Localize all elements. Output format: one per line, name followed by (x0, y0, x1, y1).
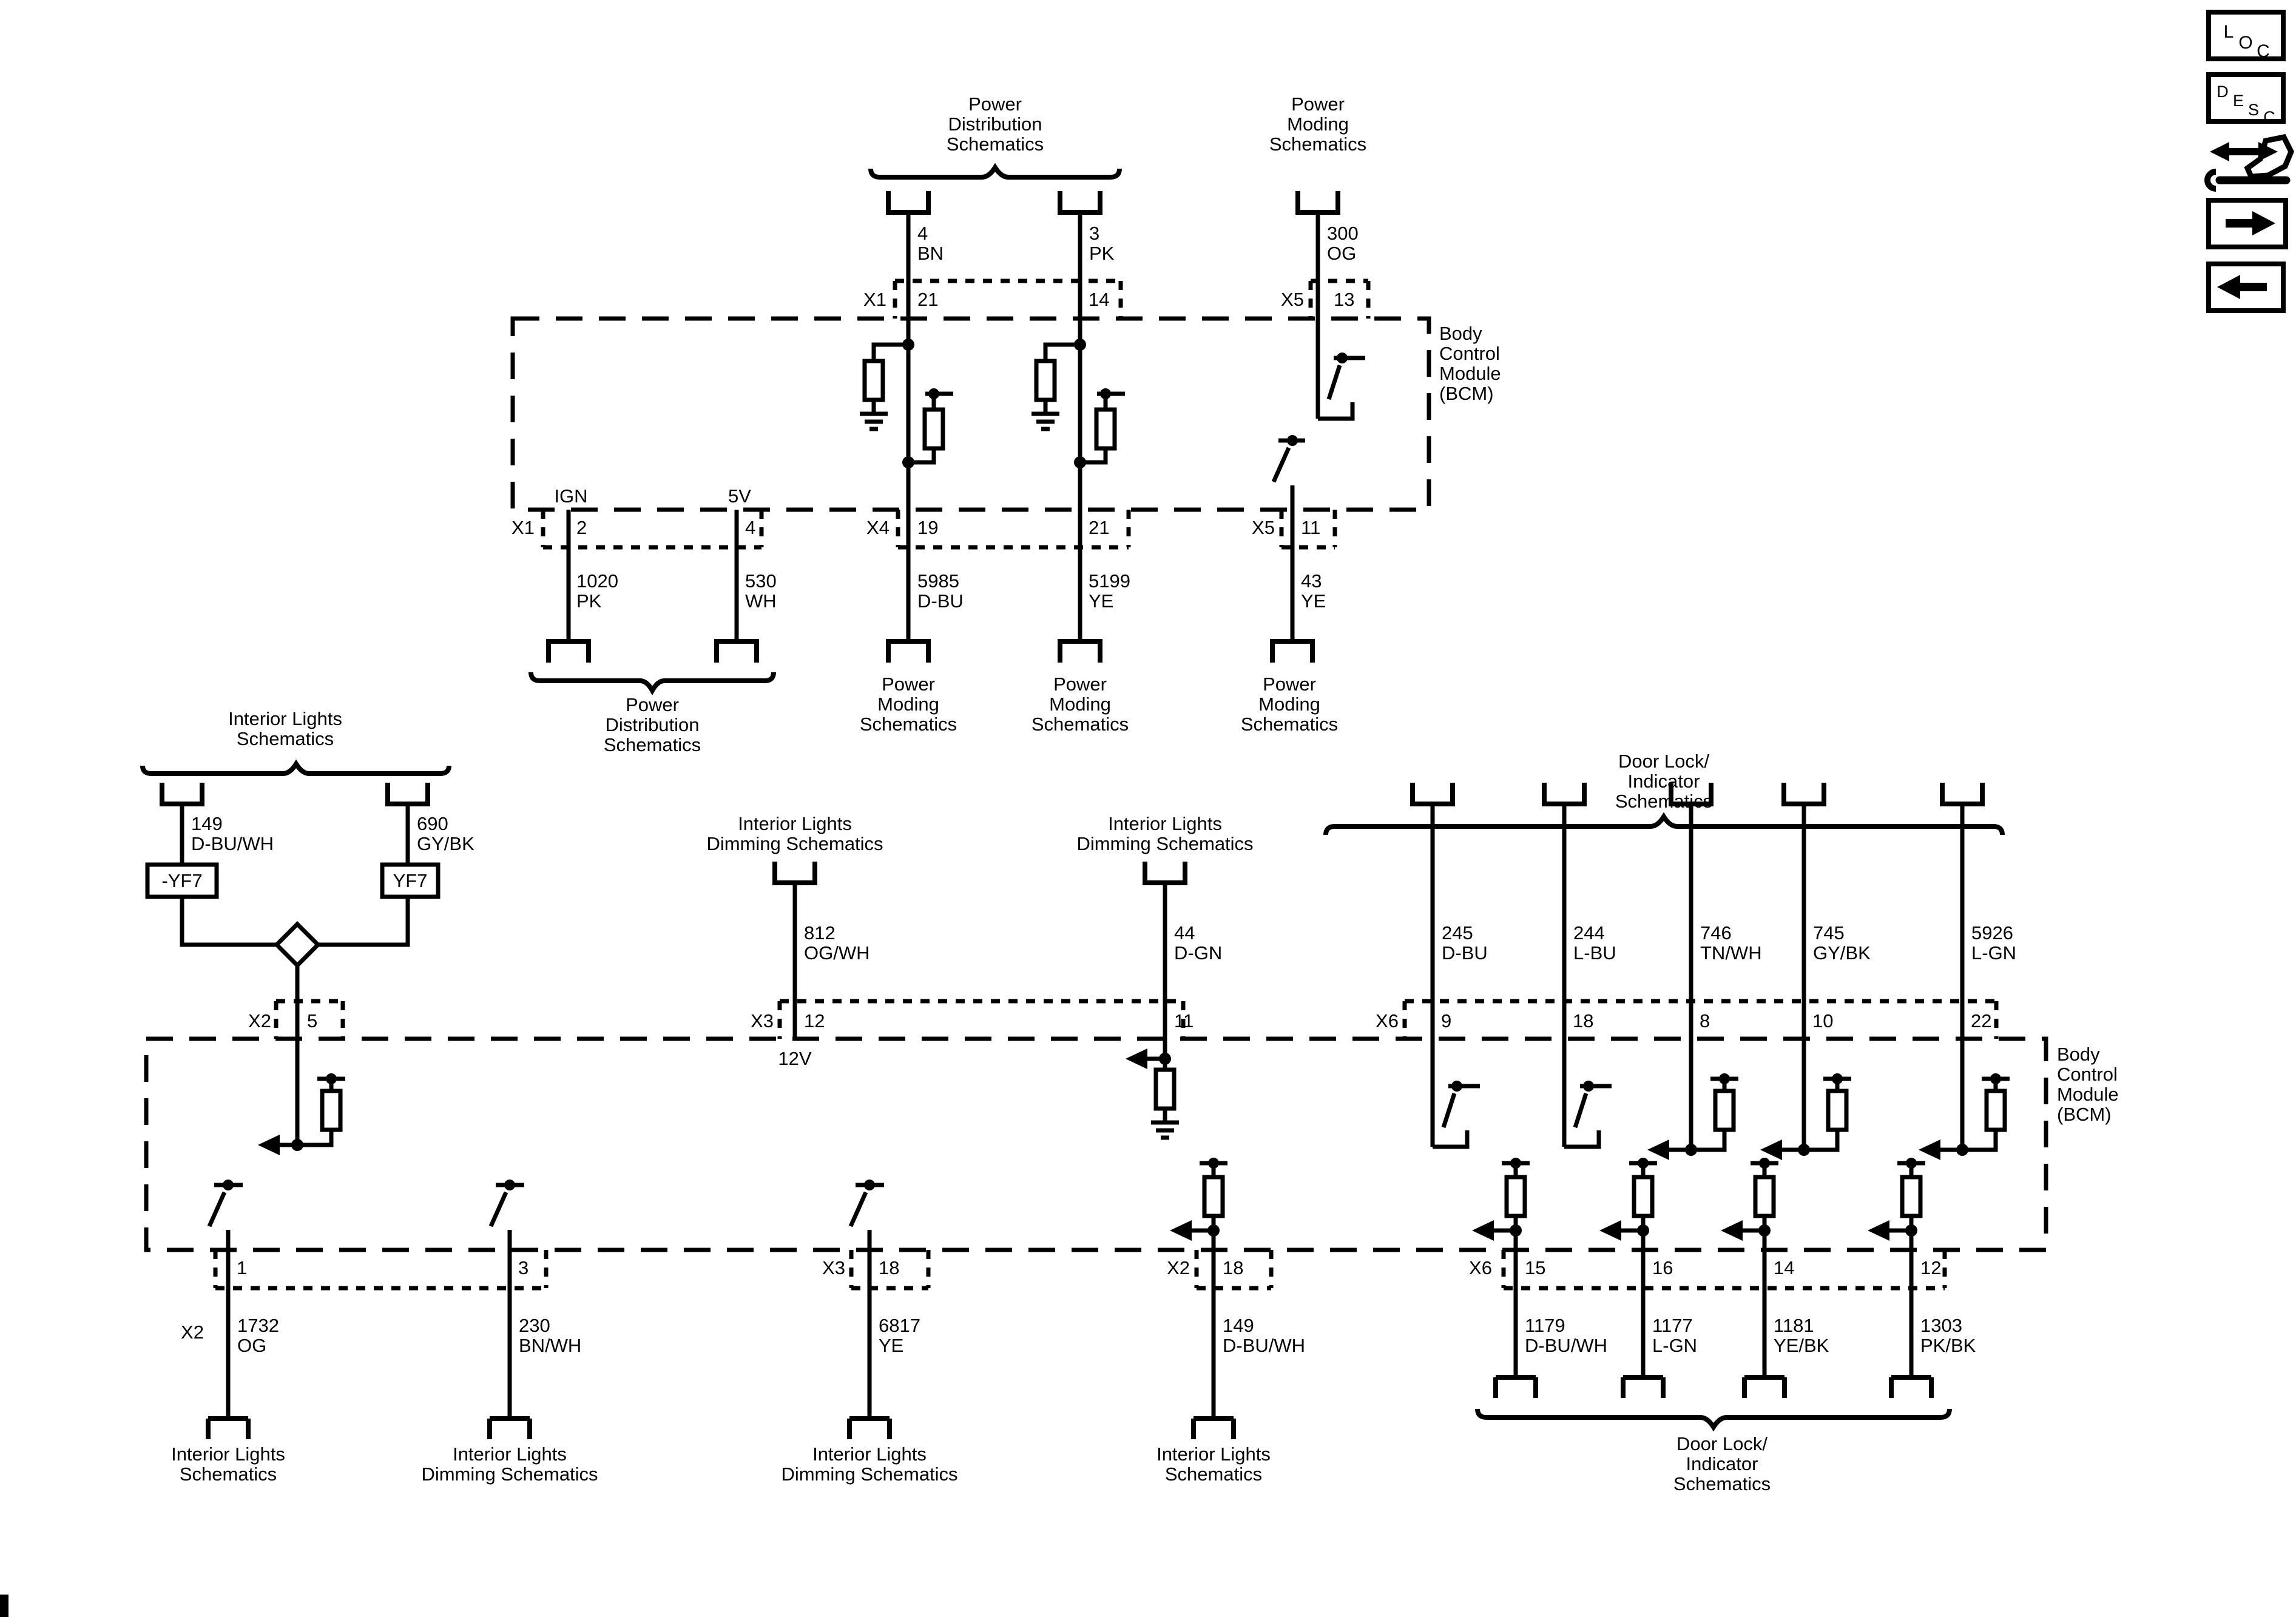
offpage-terminal-icon (1623, 1377, 1663, 1398)
offpage-terminal-icon (1942, 783, 1982, 804)
offpage-terminal-icon (1272, 641, 1312, 663)
connector-name-x3: X3 (822, 1257, 845, 1278)
loc-letter: L (2223, 22, 2234, 42)
vehicle-service-icon[interactable] (2207, 137, 2291, 189)
switch-icon (1274, 448, 1289, 482)
offpage-terminal-icon (162, 783, 202, 804)
resistor-icon (1507, 1177, 1525, 1216)
switch-icon (1575, 1093, 1586, 1127)
offpage-terminal-icon (208, 1419, 248, 1439)
pin-4: 4 (745, 517, 756, 538)
pin-18: 18 (1223, 1257, 1244, 1278)
pullup-resistor-icon (1962, 1073, 2010, 1150)
resistor-icon (865, 361, 883, 400)
offpage-terminal-icon (849, 1419, 890, 1439)
interior-lights-title: Interior Lights Schematics (228, 708, 342, 749)
wire (318, 897, 408, 945)
wire-label-3-pk: 3 PK (1089, 223, 1115, 264)
pin-22: 22 (1971, 1010, 1992, 1031)
signal-arrow-icon (1126, 1048, 1147, 1069)
offpage-terminal-icon (1060, 191, 1100, 212)
bcm-internal-circuit-x6-14 (1721, 1158, 1778, 1377)
splice-label-neg-yf7: -YF7 (161, 870, 203, 891)
wire-label-1303: 1303 PK/BK (1920, 1315, 1976, 1356)
wire-label-5926: 5926 L-GN (1971, 922, 2017, 964)
pin-11: 11 (1174, 1010, 1194, 1031)
wire-label-1020-pk: 1020 PK (576, 570, 618, 612)
power-moding-dest-label: Power Moding Schematics (859, 673, 957, 735)
interior-lights-dest-label: Interior Lights Schematics (1156, 1443, 1271, 1485)
wire (182, 897, 278, 945)
dimming-title: Interior Lights Dimming Schematics (706, 813, 883, 854)
bcm-label-top: Body Control Module (BCM) (1439, 323, 1501, 404)
connector-name-x2: X2 (248, 1010, 271, 1031)
power-distribution-dest-label: Power Distribution Schematics (603, 694, 701, 755)
pin-18: 18 (1573, 1010, 1594, 1031)
dimming-dest-label: Interior Lights Dimming Schematics (421, 1443, 598, 1485)
brace-icon (143, 764, 449, 774)
pin-21: 21 (917, 289, 939, 310)
wire-label-690: 690 GY/BK (417, 813, 474, 854)
bcm-internal-circuit-x6-16 (1599, 1158, 1657, 1377)
back-arrow-button[interactable] (2209, 264, 2283, 311)
desc-letter: C (2263, 108, 2275, 126)
wire-label-44: 44 D-GN (1174, 922, 1223, 964)
power-moding-title: Power Moding Schematics (1269, 93, 1367, 155)
bcm-internal-circuit-x6-12 (1868, 1158, 1925, 1377)
label-ign: IGN (554, 485, 588, 507)
switch-icon (851, 1192, 866, 1226)
connector-x3-bottom (822, 1250, 928, 1288)
loc-letter: O (2238, 33, 2253, 53)
connector-x2-bottom-right (1167, 1250, 1271, 1288)
pin-2: 2 (576, 517, 587, 538)
signal-arrow-icon (1760, 1139, 1782, 1160)
power-distribution-source-group (871, 93, 1119, 212)
door-lock-source-group (1326, 751, 2002, 835)
resistor-icon (1755, 1177, 1774, 1216)
offpage-terminal-icon (1544, 783, 1584, 804)
brace-icon (1326, 817, 2002, 835)
bcm-outline-bottom (146, 1039, 2046, 1250)
pin-8: 8 (1700, 1010, 1710, 1031)
bcm-internal-switch-18 (1564, 1039, 1612, 1147)
wire-label-1179: 1179 D-BU/WH (1525, 1315, 1608, 1356)
power-moding-source-group (1269, 93, 1366, 212)
wire-label-245: 245 D-BU (1442, 922, 1488, 964)
pin-14: 14 (1774, 1257, 1795, 1278)
bcm-internal-switch-x3-18 (851, 1180, 884, 1419)
pin-18: 18 (879, 1257, 900, 1278)
switch-icon (209, 1192, 225, 1226)
splice-label-yf7: YF7 (393, 870, 428, 891)
signal-arrow-icon (1472, 1220, 1494, 1241)
pin-12: 12 (1920, 1257, 1942, 1278)
wire-label-5199-ye: 5199 YE (1089, 570, 1130, 612)
offpage-terminal-icon (549, 641, 589, 663)
signal-arrow-icon (1919, 1139, 1940, 1160)
wire-label-149: 149 D-BU/WH (191, 813, 274, 854)
door-lock-dest-label: Door Lock/ Indicator Schematics (1673, 1433, 1771, 1494)
bcm-internal-switch-out3 (491, 1180, 524, 1419)
wire-label-1177: 1177 L-GN (1652, 1315, 1698, 1356)
switch-icon (491, 1192, 506, 1226)
connector-name-x1: X1 (512, 517, 535, 538)
bcm-internal-circuit-8 (1647, 1039, 1738, 1160)
brace-icon (871, 167, 1119, 177)
pin-9: 9 (1441, 1010, 1452, 1031)
desc-letter: D (2217, 83, 2229, 101)
wire-label-530-wh: 530 WH (745, 570, 777, 612)
connector-x3-top (751, 1001, 1194, 1039)
interior-lights-dest-label: Interior Lights Schematics (171, 1443, 285, 1485)
brace-icon (531, 672, 774, 690)
resistor-icon (1634, 1177, 1652, 1216)
desc-button[interactable] (2209, 75, 2283, 126)
offpage-terminal-icon (1891, 1377, 1931, 1398)
bcm-internal-switch-13 (1318, 353, 1365, 419)
bcm-internal-circuit-x2-5 (258, 1039, 345, 1155)
offpage-terminal-icon (717, 641, 757, 663)
connector-name-x6: X6 (1376, 1010, 1399, 1031)
loc-button[interactable] (2209, 12, 2283, 61)
switch-icon (1329, 365, 1340, 399)
ground-icon (1032, 414, 1059, 429)
pin-21: 21 (1089, 517, 1110, 538)
switch-icon (1443, 1093, 1454, 1127)
pin-16: 16 (1652, 1257, 1673, 1278)
wire-label-244: 244 L-BU (1573, 922, 1616, 964)
wire-label-746: 746 TN/WH (1700, 922, 1762, 964)
desc-letter: S (2247, 101, 2260, 119)
wire-label-1181: 1181 YE/BK (1774, 1315, 1829, 1356)
pin-13: 13 (1334, 289, 1355, 310)
signal-arrow-icon (1647, 1139, 1669, 1160)
wire-label-812: 812 OG/WH (804, 922, 870, 964)
connector-name-x5: X5 (1252, 517, 1275, 538)
dimming-dest-label: Interior Lights Dimming Schematics (781, 1443, 958, 1485)
pin-12: 12 (804, 1010, 825, 1031)
offpage-terminal-icon (888, 191, 928, 212)
bcm-label-bottom: Body Control Module (BCM) (2057, 1044, 2119, 1125)
dimming-source-2 (1076, 813, 1253, 883)
bcm-outline-top (513, 319, 1429, 510)
resistor-icon (1036, 361, 1055, 400)
offpage-terminal-icon (1413, 783, 1453, 804)
connector-name-x2: X2 (1167, 1257, 1190, 1278)
pin-14: 14 (1089, 289, 1110, 310)
connector-x2-bottom-left (181, 1250, 546, 1343)
brace-icon (1477, 1409, 1950, 1427)
wire-label-300-og: 300 OG (1327, 223, 1359, 264)
label-5v: 5V (728, 485, 751, 507)
pin-19: 19 (917, 517, 939, 538)
bcm-internal-circuit-10 (1760, 1039, 1851, 1160)
bcm-internal-circuit-11 (1126, 1048, 1179, 1138)
power-moding-dest-label: Power Moding Schematics (1031, 673, 1129, 735)
splice-diamond-icon (277, 924, 318, 965)
power-distribution-title: Power Distribution Schematics (946, 93, 1044, 155)
offpage-terminal-icon (1298, 191, 1338, 212)
power-moding-dest-label: Power Moding Schematics (1240, 673, 1339, 735)
offpage-terminal-icon (1145, 862, 1185, 883)
signal-arrow-icon (258, 1135, 280, 1155)
connector-name-x2: X2 (181, 1322, 204, 1343)
resistor-icon (1156, 1070, 1174, 1109)
wire-label-149: 149 D-BU/WH (1223, 1315, 1306, 1356)
dimming-title: Interior Lights Dimming Schematics (1076, 813, 1254, 854)
door-lock-title: Door Lock/ Indicator Schematics (1615, 751, 1713, 812)
signal-arrow-icon (1721, 1220, 1743, 1241)
dimming-source-1 (706, 813, 883, 883)
wire-label-4-bn: 4 BN (917, 223, 944, 264)
connector-x6-top (1376, 1001, 1996, 1039)
pullup-resistor-icon (1804, 1073, 1851, 1150)
wire-label-230: 230 BN/WH (519, 1315, 582, 1356)
pullup-resistor-icon (297, 1073, 345, 1145)
ground-icon (860, 414, 888, 429)
desc-letter: E (2232, 92, 2244, 110)
bcm-internal-switch-9 (1433, 1039, 1480, 1147)
connector-name-x1: X1 (863, 289, 886, 310)
pin-10: 10 (1812, 1010, 1834, 1031)
connector-name-x4: X4 (866, 517, 890, 538)
connector-name-x3: X3 (751, 1010, 774, 1031)
pin-1: 1 (237, 1257, 248, 1278)
car-outline-icon (2247, 137, 2291, 177)
offpage-terminal-icon (1784, 783, 1824, 804)
loc-letter: C (2257, 41, 2270, 61)
wire-label-43-ye: 43 YE (1301, 570, 1326, 612)
label-12v: 12V (778, 1048, 812, 1069)
resistor-icon (1204, 1177, 1223, 1216)
connector-x4 (866, 510, 1129, 547)
wire-label-745: 745 GY/BK (1813, 922, 1871, 964)
connector-name-x5: X5 (1281, 289, 1304, 310)
pin-3: 3 (518, 1257, 529, 1278)
pin-11: 11 (1301, 517, 1321, 538)
signal-arrow-icon (1599, 1220, 1621, 1241)
offpage-terminal-icon (1496, 1377, 1536, 1398)
connector-x1-bottom (512, 510, 761, 547)
bcm-internal-circuit-22 (1919, 1039, 2010, 1160)
signal-arrow-icon (1868, 1220, 1889, 1241)
page-corner-mark (0, 1595, 8, 1617)
bcm-internal-switch-11 (1274, 435, 1305, 482)
offpage-terminal-icon (1060, 641, 1100, 663)
connector-x5-top (1281, 281, 1368, 319)
signal-arrow-icon (1170, 1220, 1192, 1241)
connector-name-x6: X6 (1469, 1257, 1492, 1278)
offpage-terminal-icon (1194, 1419, 1234, 1439)
connector-x6-bottom (1469, 1250, 1945, 1288)
pullup-resistor-icon (1691, 1073, 1738, 1150)
interior-lights-source-group (143, 708, 449, 804)
wire-label-1732: 1732 OG (237, 1315, 279, 1356)
offpage-terminal-icon (1744, 1377, 1784, 1398)
bcm-internal-switch-out1 (209, 1180, 243, 1419)
offpage-terminal-icon (888, 641, 928, 663)
pin-15: 15 (1525, 1257, 1546, 1278)
next-arrow-button[interactable] (2209, 200, 2286, 247)
wire-label-6817: 6817 YE (879, 1315, 920, 1356)
offpage-terminal-icon (775, 862, 815, 883)
offpage-terminal-icon (388, 783, 428, 804)
wire-label-5985-dbu: 5985 D-BU (917, 570, 964, 612)
resistor-icon (1902, 1177, 1920, 1216)
pin-5: 5 (307, 1010, 318, 1031)
ground-icon (1151, 1122, 1179, 1138)
offpage-terminal-icon (490, 1419, 530, 1439)
